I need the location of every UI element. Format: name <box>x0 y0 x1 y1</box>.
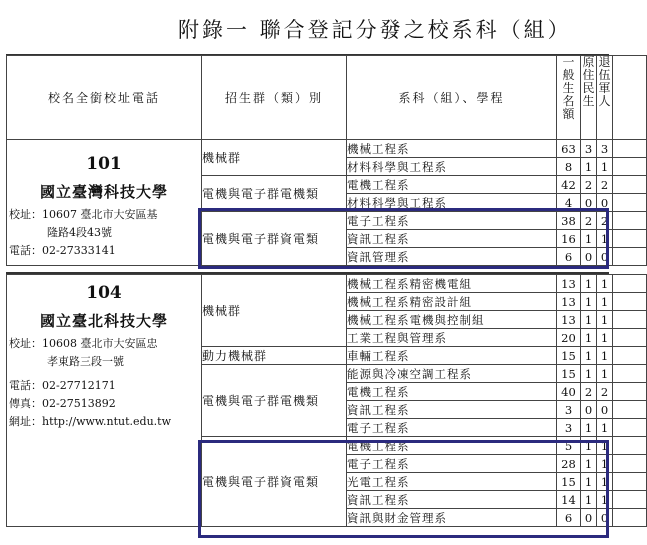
dept-name: 機械工程系 <box>347 140 557 158</box>
quota-indigenous: 0 <box>581 248 597 266</box>
dept-name: 材料科學與工程系 <box>347 158 557 176</box>
quota-general: 14 <box>557 491 581 509</box>
dept-name: 電子工程系 <box>347 419 557 437</box>
quota-veteran: 1 <box>597 347 613 365</box>
dept-name: 光電工程系 <box>347 473 557 491</box>
quota-general: 38 <box>557 212 581 230</box>
quota-veteran: 1 <box>597 491 613 509</box>
header-group: 招生群（類）別 <box>202 56 347 140</box>
header-veteran-quota: 退伍軍人 <box>597 56 613 140</box>
quota-general: 8 <box>557 158 581 176</box>
school-phone: 電話：02-27712171 <box>9 379 116 392</box>
dept-name: 電機工程系 <box>347 437 557 455</box>
group-label: 電機與電子群電機類 <box>202 176 347 212</box>
quota-indigenous: 1 <box>581 437 597 455</box>
quota-general: 3 <box>557 419 581 437</box>
quota-indigenous: 1 <box>581 347 597 365</box>
quota-indigenous: 0 <box>581 401 597 419</box>
dept-name: 資訊與財金管理系 <box>347 509 557 527</box>
quota-indigenous: 1 <box>581 311 597 329</box>
quota-indigenous: 2 <box>581 383 597 401</box>
dept-name: 資訊工程系 <box>347 401 557 419</box>
school-info-104 <box>7 275 202 527</box>
dept-name: 電機工程系 <box>347 176 557 194</box>
quota-indigenous: 1 <box>581 491 597 509</box>
quota-veteran: 1 <box>597 293 613 311</box>
school-website: 網址：http://www.ntut.edu.tw <box>9 415 171 428</box>
quota-indigenous: 1 <box>581 365 597 383</box>
dept-name: 電子工程系 <box>347 455 557 473</box>
quota-veteran: 0 <box>597 509 613 527</box>
quota-veteran: 1 <box>597 275 613 293</box>
school-address-line2: 孝東路三段一號 <box>47 355 124 368</box>
group-label: 電機與電子群資電類 <box>202 212 347 266</box>
quota-veteran: 3 <box>597 140 613 158</box>
quota-general: 5 <box>557 437 581 455</box>
dept-name: 機械工程系精密機電組 <box>347 275 557 293</box>
quota-indigenous: 1 <box>581 419 597 437</box>
quota-indigenous: 1 <box>581 158 597 176</box>
group-label: 電機與電子群電機類 <box>202 365 347 437</box>
quota-general: 16 <box>557 230 581 248</box>
quota-indigenous: 3 <box>581 140 597 158</box>
quota-veteran: 1 <box>597 419 613 437</box>
quota-general: 15 <box>557 473 581 491</box>
quota-veteran: 1 <box>597 230 613 248</box>
quota-veteran: 1 <box>597 455 613 473</box>
dept-name: 材料科學與工程系 <box>347 194 557 212</box>
quota-general: 13 <box>557 275 581 293</box>
quota-indigenous: 1 <box>581 230 597 248</box>
quota-veteran: 0 <box>597 194 613 212</box>
group-label: 電機與電子群資電類 <box>202 437 347 527</box>
dept-name: 資訊工程系 <box>347 491 557 509</box>
quota-general: 6 <box>557 248 581 266</box>
quota-indigenous: 0 <box>581 509 597 527</box>
quota-veteran: 2 <box>597 212 613 230</box>
quota-veteran: 1 <box>597 473 613 491</box>
quota-general: 4 <box>557 194 581 212</box>
quota-veteran: 0 <box>597 401 613 419</box>
quota-general: 15 <box>557 365 581 383</box>
dept-name: 機械工程系電機與控制組 <box>347 311 557 329</box>
quota-general: 13 <box>557 311 581 329</box>
quota-indigenous: 1 <box>581 329 597 347</box>
school-info-101 <box>7 140 202 266</box>
dept-name: 工業工程與管理系 <box>347 329 557 347</box>
quota-general: 40 <box>557 383 581 401</box>
group-label: 動力機械群 <box>202 347 347 365</box>
dept-name: 資訊管理系 <box>347 248 557 266</box>
quota-indigenous: 2 <box>581 176 597 194</box>
quota-veteran: 2 <box>597 383 613 401</box>
quota-indigenous: 1 <box>581 455 597 473</box>
quota-general: 63 <box>557 140 581 158</box>
page-title: 附錄一 聯合登記分發之校系科（組） <box>178 18 572 42</box>
school-code: 104 <box>86 283 122 303</box>
admission-table <box>6 274 647 527</box>
quota-indigenous: 2 <box>581 212 597 230</box>
quota-veteran: 1 <box>597 329 613 347</box>
admission-table <box>6 55 647 266</box>
dept-name: 機械工程系精密設計組 <box>347 293 557 311</box>
quota-general: 15 <box>557 347 581 365</box>
quota-indigenous: 1 <box>581 473 597 491</box>
school-code: 101 <box>86 154 122 174</box>
quota-veteran: 1 <box>597 437 613 455</box>
school-fax: 傳真：02-27513892 <box>9 397 116 410</box>
dept-name: 資訊工程系 <box>347 230 557 248</box>
header-school: 校名全銜校址電話 <box>7 56 202 140</box>
header-indigenous-quota: 原住民生 <box>581 56 597 140</box>
dept-name: 電子工程系 <box>347 212 557 230</box>
quota-veteran: 1 <box>597 311 613 329</box>
dept-name: 能源與冷凍空調工程系 <box>347 365 557 383</box>
group-label: 機械群 <box>202 140 347 176</box>
quota-general: 28 <box>557 455 581 473</box>
school-address: 校址：10607 臺北市大安區基 <box>9 208 158 221</box>
quota-general: 13 <box>557 293 581 311</box>
quota-indigenous: 0 <box>581 194 597 212</box>
quota-general: 42 <box>557 176 581 194</box>
quota-indigenous: 1 <box>581 293 597 311</box>
header-general-quota: 一般生名額 <box>557 56 581 140</box>
header-dept: 系科（組）、學程 <box>347 56 557 140</box>
quota-veteran: 2 <box>597 176 613 194</box>
quota-veteran: 0 <box>597 248 613 266</box>
admission-table-block-2 <box>6 272 609 540</box>
dept-name: 車輛工程系 <box>347 347 557 365</box>
quota-general: 6 <box>557 509 581 527</box>
group-label: 機械群 <box>202 275 347 347</box>
admission-table-block-1 <box>6 54 609 268</box>
school-phone: 電話：02-27333141 <box>9 244 116 257</box>
quota-indigenous: 1 <box>581 275 597 293</box>
school-name: 國立臺灣科技大學 <box>39 183 168 201</box>
school-address: 校址：10608 臺北市大安區忠 <box>9 337 158 350</box>
quota-general: 3 <box>557 401 581 419</box>
dept-name: 電機工程系 <box>347 383 557 401</box>
school-address-line2: 隆路4段43號 <box>47 226 112 239</box>
quota-veteran: 1 <box>597 158 613 176</box>
quota-general: 20 <box>557 329 581 347</box>
quota-veteran: 1 <box>597 365 613 383</box>
school-name: 國立臺北科技大學 <box>39 312 168 330</box>
